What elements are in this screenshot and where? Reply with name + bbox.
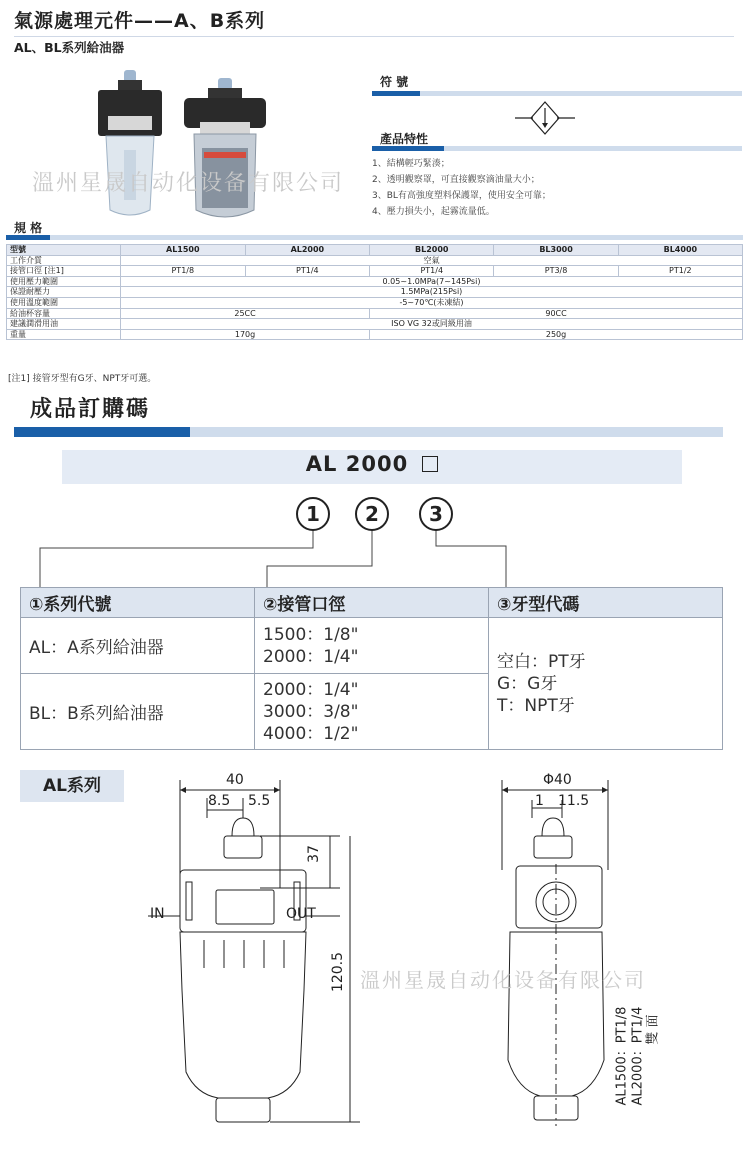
spec-cell: PT1/2 [618, 266, 742, 277]
order-header-cell: ②接管口徑 [255, 588, 489, 618]
spec-row-label: 給油杯容量 [7, 308, 121, 319]
spec-row-label: 建議潤滑用油 [7, 319, 121, 330]
spec-header-cell: AL2000 [245, 245, 370, 256]
spec-header-cell: BL4000 [618, 245, 742, 256]
feature-item: 3、BL有高強度塑料保護罩，使用安全可靠； [372, 191, 551, 201]
spec-cell: PT1/4 [245, 266, 370, 277]
spec-cell: PT1/8 [121, 266, 246, 277]
watermark: 溫州星晟自动化设备有限公司 [360, 968, 646, 992]
order-size: 2000：1/4" [263, 646, 359, 667]
spec-cell: -5~70℃(未凍結) [121, 297, 743, 308]
page-subtitle: AL、BL系列給油器 [14, 40, 125, 55]
dim-height-2: 120.5 [330, 951, 347, 993]
order-table [20, 587, 723, 750]
watermark: 溫州星晟自动化设备有限公司 [32, 171, 345, 196]
spec-row-label: 重量 [7, 329, 121, 340]
feature-item: 4、壓力損失小，起霧流量低。 [372, 207, 495, 217]
spec-row-label: 使用壓力範圍 [7, 276, 121, 287]
spec-row-label: 接管口徑 [注1] [7, 266, 121, 277]
order-thread-cell [489, 618, 723, 750]
spec-header-cell: BL3000 [494, 245, 618, 256]
order-series-cell: AL：A系列給油器 [21, 618, 255, 674]
order-row [21, 618, 723, 674]
spec-note: [注1] 接管牙型有G牙、NPT牙可選。 [8, 374, 157, 384]
order-code-text: AL 2000 [305, 452, 409, 476]
order-header-cell: ③牙型代碼 [489, 588, 723, 618]
spec-cell: PT3/8 [494, 266, 618, 277]
spec-cell: PT1/4 [370, 266, 494, 277]
order-header-cell: ①系列代號 [21, 588, 255, 618]
spec-cell: 0.05~1.0MPa(7~145Psi) [121, 276, 743, 287]
order-size: 1500：1/8" [263, 624, 359, 645]
order-circle-3: 3 [419, 497, 453, 531]
features-label: 產品特性 [380, 132, 429, 146]
spec-row-label: 工作介質 [7, 255, 121, 266]
dim-width: 40 [226, 772, 244, 788]
order-circle-1: 1 [296, 497, 330, 531]
spec-cell: 1.5MPa(215Psi) [121, 287, 743, 298]
spec-cell: 170g [121, 329, 370, 340]
dim-side-2: 11.5 [558, 793, 590, 809]
order-size-cell [255, 618, 489, 674]
order-circle-2: 2 [355, 497, 389, 531]
spec-cell: ISO VG 32或同級用油 [121, 319, 743, 330]
spec-cell: 90CC [370, 308, 743, 319]
spec-header-cell: 型號 [7, 245, 121, 256]
port-out-label: OUT [286, 906, 316, 922]
order-size: 2000：1/4" [263, 679, 359, 700]
spec-row-label: 使用溫度範圍 [7, 297, 121, 308]
order-thread: 空白：PT牙 [497, 651, 586, 672]
spec-header-cell: AL1500 [121, 245, 246, 256]
order-size: 4000：1/2" [263, 723, 359, 744]
order-series-cell: BL：B系列給油器 [21, 674, 255, 750]
spec-label: 規 格 [14, 221, 43, 235]
drawing-tag: AL系列 [20, 770, 124, 802]
spec-row-label: 保證耐壓力 [7, 287, 121, 298]
order-thread: G：G牙 [497, 673, 558, 694]
order-title: 成品訂購碼 [30, 397, 151, 422]
both-faces-label: 雙 面 [645, 1014, 661, 1045]
dim-side-1: 1 [535, 793, 544, 809]
spec-header-cell: BL2000 [370, 245, 494, 256]
dim-diameter: Φ40 [543, 772, 572, 788]
order-thread: T：NPT牙 [497, 695, 575, 716]
feature-item: 2、透明觀察罩，可直接觀察滴油量大小； [372, 175, 540, 185]
page-title: 氣源處理元件——A、B系列 [14, 10, 266, 32]
order-size: 3000：3/8" [263, 701, 359, 722]
spec-cell: 25CC [121, 308, 370, 319]
order-size-cell [255, 674, 489, 750]
port-size-al1500: AL1500：PT1/8 [614, 1006, 630, 1106]
spec-cell: 250g [370, 329, 743, 340]
dim-offset-1: 8.5 [208, 793, 231, 809]
dim-offset-2: 5.5 [248, 793, 271, 809]
port-size-al2000: AL2000：PT1/4 [630, 1006, 646, 1106]
spec-cell: 空氣 [121, 255, 743, 266]
feature-item: 1、結構輕巧緊湊； [372, 159, 450, 169]
port-in-label: IN [150, 906, 165, 922]
order-header-row [21, 588, 723, 618]
dim-height-1: 37 [305, 845, 322, 863]
symbol-label: 符 號 [380, 75, 409, 89]
